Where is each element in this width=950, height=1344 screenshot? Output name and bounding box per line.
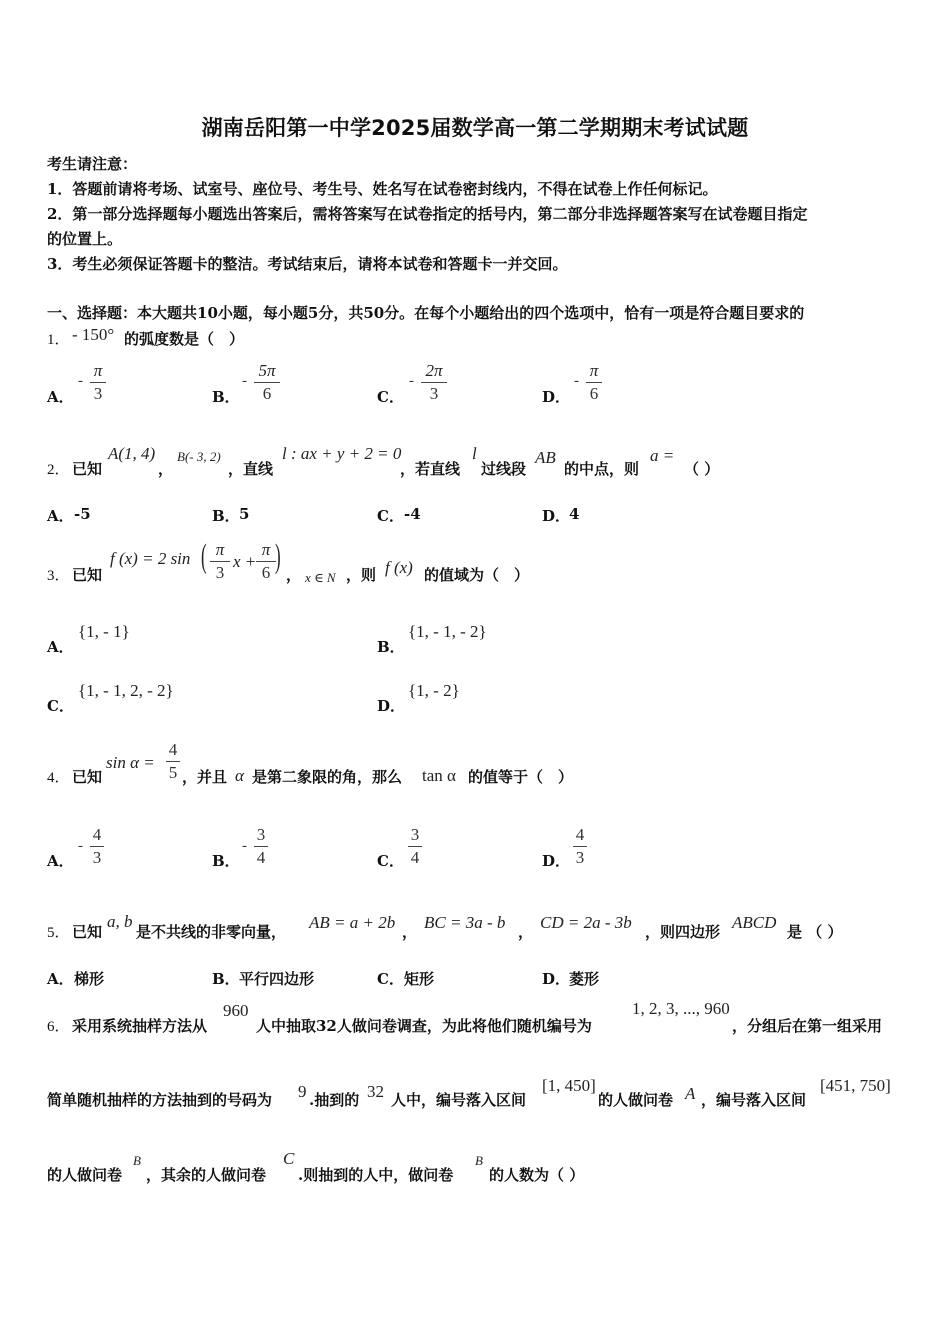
math-number: 960: [223, 1001, 249, 1020]
question-text: 的人做问卷: [598, 1091, 674, 1109]
option-label: A．: [47, 638, 74, 656]
question-text: 是第二象限的角，那么: [252, 768, 403, 786]
notice-item: 1．答题前请将考场、试室号、座位号、考生号、姓名写在试卷密封线内，不得在试卷上作任何标记。: [47, 180, 718, 198]
option-value: 5: [239, 505, 250, 523]
interval: [1, 450]: [542, 1076, 596, 1095]
fraction: π 3: [210, 540, 230, 583]
right-paren: ): [275, 538, 281, 575]
option-label: A．: [47, 388, 74, 406]
fraction: 3 4: [408, 825, 422, 868]
math-sequence: 1, 2, 3, ..., 960: [632, 999, 730, 1018]
fraction: π 6: [586, 361, 602, 404]
option-label: C．: [377, 507, 404, 525]
minus-sign: -: [78, 838, 83, 854]
point-b: B(- 3, 2): [177, 449, 221, 464]
question-text: 是 （ ）: [787, 923, 843, 941]
question-text: 的值域为（ ）: [424, 566, 530, 584]
option-label: A．: [47, 852, 74, 870]
option-label: D．: [377, 697, 406, 715]
option-label: A．: [47, 507, 74, 525]
math-number: 32: [367, 1082, 384, 1101]
fraction: 5π 6: [254, 361, 280, 404]
question-text: 的人数为（ ）: [489, 1166, 585, 1184]
minus-sign: -: [409, 373, 414, 389]
left-paren: (: [201, 538, 207, 575]
fraction: π 6: [256, 540, 276, 583]
question-text: ，则: [346, 566, 377, 584]
math-expression: x +: [233, 552, 257, 571]
option-label: D．: [542, 507, 571, 525]
math-symbol: a, b: [107, 912, 133, 931]
page-title: 湖南岳阳第一中学2025届数学高一第二学期期末考试试题: [201, 116, 749, 140]
math-symbol: AB: [535, 448, 556, 467]
vector-equation: BC = 3a - b: [424, 913, 506, 932]
function-expression: f (x) = 2 sin: [110, 549, 191, 568]
question-text: 已知: [72, 460, 103, 478]
question-number: 4．: [47, 770, 70, 786]
question-text: ，若直线: [400, 460, 461, 478]
question-text: 已知: [72, 566, 103, 584]
question-text: 采用系统抽样方法从: [72, 1017, 208, 1035]
section-heading: 一、选择题：本大题共10小题，每小题5分，共50分。在每个小题给出的四个选项中，恰有一项是符合题目要求的: [47, 304, 805, 322]
fraction: 4 3: [573, 825, 587, 868]
question-number: 6．: [47, 1019, 70, 1035]
option-value: {1, - 2}: [408, 681, 460, 700]
option-label: C．: [377, 852, 404, 870]
fraction: π 3: [90, 361, 106, 404]
interval: [451, 750]: [820, 1076, 891, 1095]
math-expression: - 150°: [72, 325, 115, 344]
notice-item: 的位置上。: [47, 230, 123, 248]
minus-sign: -: [574, 373, 579, 389]
question-text: ，: [158, 460, 174, 478]
option-value: 矩形: [404, 970, 435, 988]
minus-sign: -: [242, 373, 247, 389]
math-symbol: A: [685, 1084, 696, 1103]
option-value: -4: [404, 505, 421, 523]
fraction: 2π 3: [421, 361, 447, 404]
option-label: C．: [47, 697, 74, 715]
option-value: {1, - 1}: [78, 622, 130, 641]
math-expression: tan α: [422, 766, 456, 785]
question-text: .则抽到的人中，做问卷: [298, 1166, 454, 1184]
vector-equation: CD = 2a - 3b: [540, 913, 632, 932]
question-text: 的值等于（ ）: [468, 768, 574, 786]
option-label: B．: [377, 638, 405, 656]
notice-heading: 考生请注意：: [47, 155, 138, 173]
question-text: ，并且: [182, 768, 228, 786]
fraction: 4 3: [90, 825, 104, 868]
question-text: 已知: [72, 768, 103, 786]
option-label: D．: [542, 388, 571, 406]
question-number: 1．: [47, 332, 70, 348]
question-text: 是不共线的非零向量，: [136, 923, 287, 941]
question-text: ，: [402, 923, 418, 941]
minus-sign: -: [242, 838, 247, 854]
question-text: .抽到的: [309, 1091, 360, 1109]
vector-equation: AB = a + 2b: [309, 913, 396, 932]
option-value: 梯形: [74, 970, 105, 988]
math-expression: sin α =: [106, 753, 155, 772]
function-expression: f (x): [385, 558, 413, 577]
point-a: A(1, 4): [108, 444, 156, 463]
math-symbol: α: [235, 766, 244, 785]
question-text: ，: [286, 566, 302, 584]
option-value: {1, - 1, 2, - 2}: [78, 681, 174, 700]
question-text: 简单随机抽样的方法抽到的号码为: [47, 1091, 273, 1109]
question-text: ，编号落入区间: [701, 1091, 807, 1109]
option-value: 菱形: [569, 970, 600, 988]
notice-item: 2．第一部分选择题每小题选出答案后，需将答案写在试卷指定的括号内，第二部分非选择题答案写在试卷题目指定: [47, 205, 808, 223]
option-label: B．: [212, 507, 240, 525]
question-text: 过线段: [481, 460, 527, 478]
question-number: 3．: [47, 568, 70, 584]
option-label: D．: [542, 852, 571, 870]
math-symbol: B: [475, 1153, 483, 1168]
domain-expression: x ∈ N: [305, 570, 336, 585]
math-symbol: B: [133, 1153, 141, 1168]
question-text: 已知: [72, 923, 103, 941]
option-label: D．: [542, 970, 571, 988]
option-label: B．: [212, 852, 240, 870]
math-symbol: ABCD: [732, 913, 777, 932]
math-number: 9: [298, 1082, 307, 1101]
line-equation: l : ax + y + 2 = 0: [282, 444, 402, 463]
math-symbol: a =: [650, 446, 675, 465]
question-text: ，分组后在第一组采用: [732, 1017, 883, 1035]
question-text: ，直线: [228, 460, 274, 478]
question-text: 的中点，则: [564, 460, 640, 478]
option-value: 4: [569, 505, 580, 523]
notice-item: 3．考生必须保证答题卡的整洁。考试结束后，请将本试卷和答题卡一并交回。: [47, 255, 568, 273]
option-value: {1, - 1, - 2}: [408, 622, 487, 641]
math-symbol: C: [283, 1149, 295, 1168]
option-label: A．: [47, 970, 74, 988]
question-number: 5．: [47, 925, 70, 941]
question-text: 人中，编号落入区间: [391, 1091, 527, 1109]
option-label: B．: [212, 970, 240, 988]
option-value: 平行四边形: [239, 970, 315, 988]
option-label: B．: [212, 388, 240, 406]
question-text: 的弧度数是（ ）: [124, 330, 245, 348]
minus-sign: -: [78, 373, 83, 389]
question-text: ，: [518, 923, 534, 941]
fraction: 3 4: [254, 825, 268, 868]
question-text: ，其余的人做问卷: [146, 1166, 267, 1184]
question-number: 2．: [47, 462, 70, 478]
question-text: 人中抽取32人做问卷调查，为此将他们随机编号为: [256, 1017, 592, 1035]
question-text: ，则四边形: [645, 923, 721, 941]
question-text: （ ）: [684, 460, 720, 478]
option-label: C．: [377, 388, 404, 406]
option-value: -5: [74, 505, 91, 523]
option-label: C．: [377, 970, 404, 988]
math-symbol: l: [472, 444, 477, 463]
fraction: 4 5: [166, 740, 180, 783]
question-text: 的人做问卷: [47, 1166, 123, 1184]
